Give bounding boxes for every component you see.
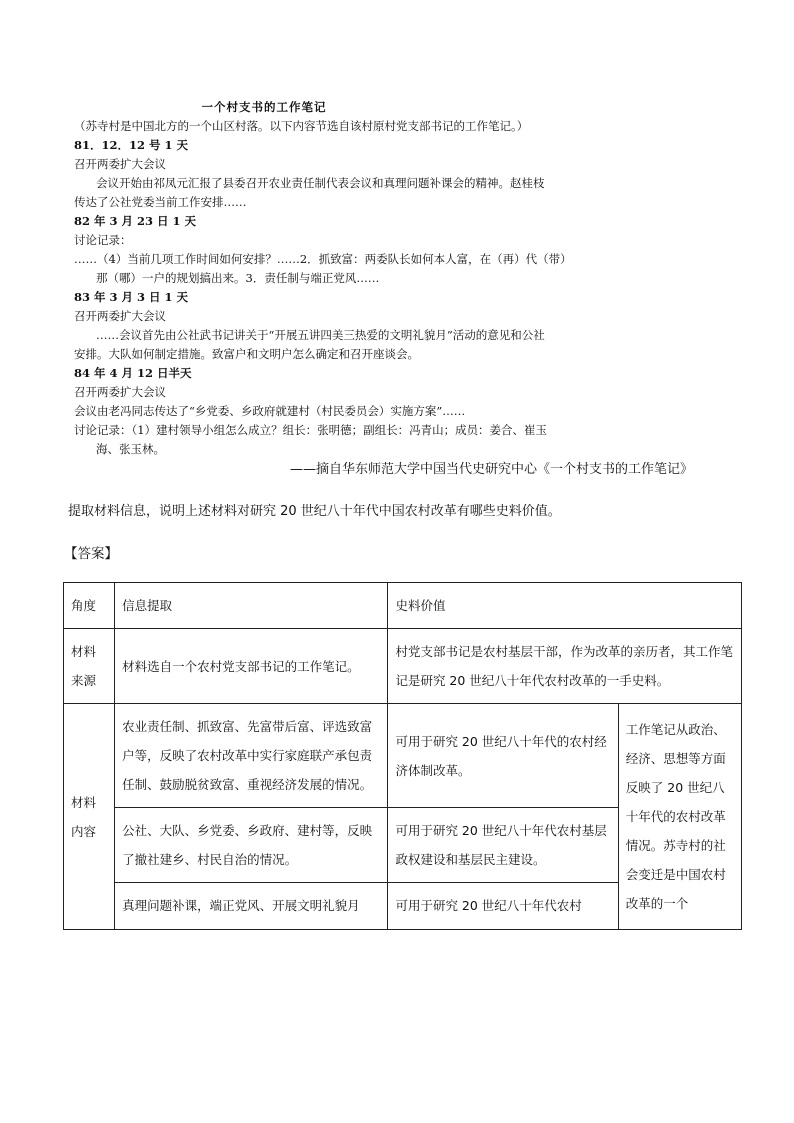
entry-body: 讨论记录：（1）建村领导小组怎么成立？组长：张明德；副组长：冯青山；成员：姜合、崔玉 bbox=[74, 423, 548, 437]
info-cell: 材料选自一个农村党支部书记的工作笔记。 bbox=[115, 629, 388, 704]
table-row bbox=[64, 629, 742, 704]
info-cell: 真理问题补课，端正党风、开展文明礼貌月 bbox=[115, 883, 388, 930]
entry-body: 安排。大队如何制定措施。致富户和文明户怎么确定和召开座谈会。 bbox=[74, 347, 419, 361]
entry-body: 传达了公社党委当前工作安排…… bbox=[74, 195, 247, 209]
entry-body: 海、张玉林。 bbox=[96, 442, 165, 456]
summary-cell: 工作笔记从政治、经济、思想等方面反映了 20 世纪八十年代的农村改革情况。苏寺村的社会变迁是中国农村改革的一个 bbox=[618, 704, 741, 930]
entry-meeting: 召开两委扩大会议 bbox=[74, 157, 166, 171]
entry-date: 84 年 4 月 12 日半天 bbox=[74, 366, 192, 380]
header-cell: 角度 bbox=[64, 583, 115, 629]
answer-label: 【答案】 bbox=[64, 546, 118, 562]
entry-label: 讨论记录： bbox=[74, 233, 132, 247]
entry-date: 82 年 3 月 23 日 1 天 bbox=[74, 214, 197, 228]
table-header-row bbox=[64, 583, 742, 629]
info-cell: 农业责任制、抓致富、先富带后富、评选致富户等，反映了农村改革中实行家庭联产承包责任制、鼓励脱贫致富、重视经济发展的情况。 bbox=[115, 704, 388, 808]
angle-cell: 材料来源 bbox=[64, 629, 115, 704]
source-material bbox=[74, 98, 634, 459]
header-cell: 史料价值 bbox=[388, 583, 742, 629]
answer-table bbox=[63, 582, 742, 930]
value-cell: 可用于研究 20 世纪八十年代的农村经济体制改革。 bbox=[388, 704, 618, 808]
material-intro: （苏寺村是中国北方的一个山区村落。以下内容节选自该村原村党支部书记的工作笔记。） bbox=[74, 119, 529, 133]
table-row bbox=[64, 704, 742, 808]
entry-meeting: 召开两委扩大会议 bbox=[74, 385, 166, 399]
angle-cell: 材料内容 bbox=[64, 704, 115, 930]
entry-body: ……会议首先由公社武书记讲关于“开展五讲四美三热爱的文明礼貌月”活动的意见和公社 bbox=[96, 328, 545, 342]
info-cell: 公社、大队、乡党委、乡政府、建村等，反映了撤社建乡、村民自治的情况。 bbox=[115, 808, 388, 883]
material-citation: ——摘自华东师范大学中国当代史研究中心《一个村支书的工作笔记》 bbox=[290, 462, 694, 477]
entry-meeting: 召开两委扩大会议 bbox=[74, 309, 166, 323]
value-cell: 可用于研究 20 世纪八十年代农村 bbox=[388, 883, 618, 930]
entry-body: 会议由老冯同志传达了“乡党委、乡政府就建村（村民委员会）实施方案”…… bbox=[74, 404, 466, 418]
header-cell: 信息提取 bbox=[115, 583, 388, 629]
material-title: 一个村支书的工作笔记 bbox=[201, 100, 327, 114]
entry-date: 81．12．12 号 1 天 bbox=[74, 138, 189, 152]
entry-body: ……（4）当前几项工作时间如何安排？……2．抓致富：两委队长如何本人富，在（再）代（带） bbox=[74, 252, 572, 266]
entry-date: 83 年 3 月 3 日 1 天 bbox=[74, 290, 189, 304]
value-cell: 村党支部书记是农村基层干部，作为改革的亲历者，其工作笔记是研究 20 世纪八十年代农村改革的一手史料。 bbox=[388, 629, 742, 704]
entry-body: 会议开始由祁凤元汇报了县委召开农业责任制代表会议和真理问题补课会的精神。赵桂枝 bbox=[96, 176, 545, 190]
question-text: 提取材料信息，说明上述材料对研究 20 世纪八十年代中国农村改革有哪些史料价值。 bbox=[68, 504, 561, 519]
value-cell: 可用于研究 20 世纪八十年代农村基层政权建设和基层民主建设。 bbox=[388, 808, 618, 883]
entry-body: 那（哪）一户的规划搞出来。3．责任制与端正党风…… bbox=[96, 271, 380, 285]
